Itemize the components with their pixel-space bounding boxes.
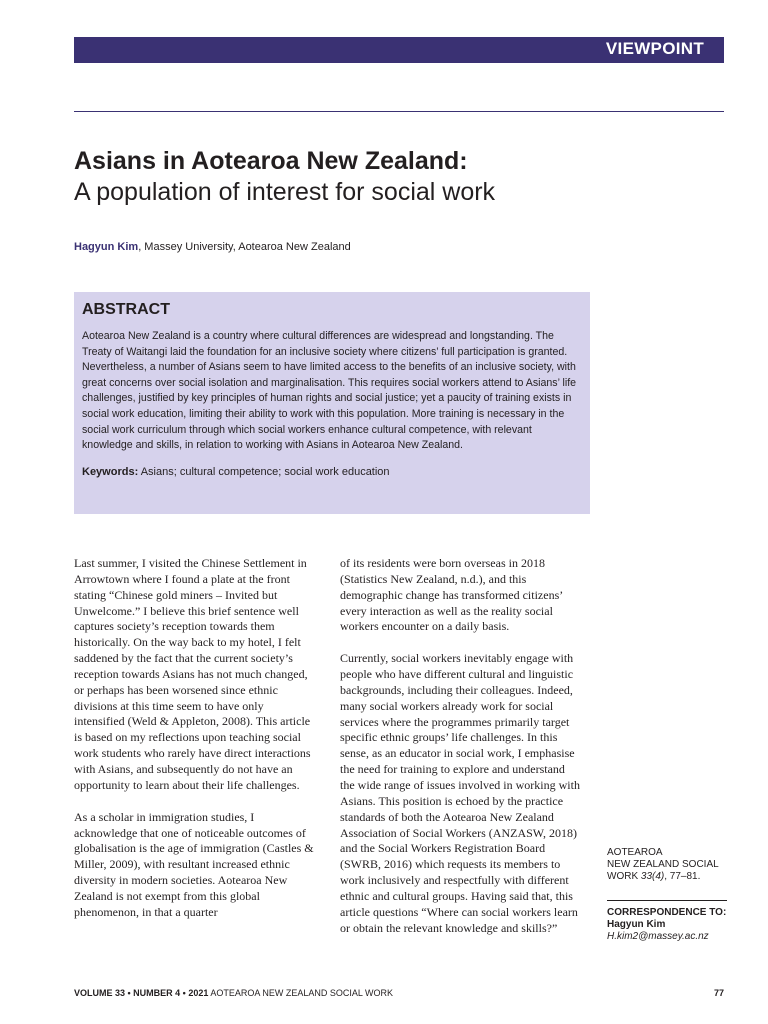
citation-block	[607, 847, 737, 883]
citation-volume: 33(4)	[640, 871, 665, 882]
keywords	[82, 465, 582, 479]
citation-pages: , 77–81.	[664, 871, 701, 882]
body-paragraph: Last summer, I visited the Chinese Settlement in Arrowtown where I found a plate at the front stating “Chinese gold miners – Invited but Unwelcome.” I believe this brief sentence well captures society’s reception towards them historically. On the way back to my hotel, I felt saddened by the fact that the current society’s reception towards Asians has not much changed, or perhaps has been worsened since ethnic divisions at this time seem to have only intensified (Weld & Appleton, 2008). This article is based on my reflections upon teaching social work students who rarely have direct interactions with Asians, and subsequently do not have an opportunity to learn about their life challenges.	[74, 556, 311, 792]
citation-line: AOTEAROA	[607, 847, 663, 858]
header-divider	[74, 111, 724, 112]
correspondence-divider	[607, 900, 727, 901]
footer-issue: VOLUME 33 • NUMBER 4 • 2021	[74, 988, 209, 998]
body-paragraph: of its residents were born overseas in 2018 (Statistics New Zealand, n.d.), and this demographic change has transformed citizens’ every interaction as well as the reality social workers encounter on a daily basis.	[340, 556, 563, 634]
correspondence-name: Hagyun Kim	[607, 919, 666, 930]
abstract-box	[74, 292, 590, 514]
section-label: VIEWPOINT	[605, 39, 704, 58]
body-paragraph: As a scholar in immigration studies, I acknowledge that one of noticeable outcomes of globalisation is the age of immigration (Castles & Miller, 2009), with resultant increased ethnic diversity in modern societies. Aotearoa New Zealand is not exempt from this global phenomenon, in that a quarter	[74, 809, 314, 919]
article-title: Asians in Aotearoa New Zealand:	[74, 147, 468, 175]
author-name: Hagyun Kim	[74, 241, 139, 253]
keywords-list: Asians; cultural competence; social work education	[138, 465, 390, 478]
body-paragraph: Currently, social workers inevitably engage with people who have different cultural and linguistic backgrounds, including their colleagues. Indeed, many social workers already work for social services where the programmes primarily target specific ethnic groups’ life challenges. In this sense, as an educator in social work, I emphasise the need for training to explore and understand the wide range of issues involved in working with Asians. This position is echoed by the practice standards of both the Aotearoa New Zealand Association of Social Workers (ANZASW, 2018) and the Social Workers Registration Board (SWRB, 2016) which requests its members to work inclusively and respectfully with different ethnic and cultural groups. Having said that, this article questions “Where can social workers learn or obtain the relevant knowledge and skills?”	[340, 651, 580, 935]
page-footer	[74, 987, 393, 999]
citation-line: NEW ZEALAND SOCIAL	[607, 859, 719, 870]
correspondence-label: CORRESPONDENCE TO:	[607, 907, 727, 918]
page-number: 77	[713, 988, 724, 998]
author-line	[74, 240, 351, 254]
citation-journal: WORK	[607, 871, 641, 882]
abstract-heading: ABSTRACT	[82, 301, 170, 318]
correspondence-block	[607, 900, 737, 943]
article-subtitle: A population of interest for social work	[74, 178, 496, 206]
body-column-right	[340, 556, 580, 952]
abstract-text: Aotearoa New Zealand is a country where cultural differences are widespread and longstanding. The Treaty of Waitangi laid the foundation for an inclusive society where citizens’ full participation is granted. Nevertheless, a number of Asians seem to have limited access to the benefits of an inclusive society, with great concerns over social isolation and marginalisation. This requires social workers attend to Asians’ life challenges, justified by key principles of human rights and social justice; yet a paucity of training exists in social work education, limiting their ability to work with this population. More training is necessary in the social work curriculum through which social workers enhance cultural competence, with relevant knowledge and skills, in relation to working with Asians in Aotearoa New Zealand.	[82, 330, 577, 452]
body-column-left	[74, 556, 314, 937]
footer-journal: AOTEAROA NEW ZEALAND SOCIAL WORK	[208, 988, 394, 998]
keywords-label: Keywords:	[82, 465, 139, 478]
correspondence-email: H.kim2@massey.ac.nz	[607, 931, 709, 942]
section-banner	[74, 37, 724, 63]
author-affiliation: , Massey University, Aotearoa New Zealand	[138, 241, 351, 253]
